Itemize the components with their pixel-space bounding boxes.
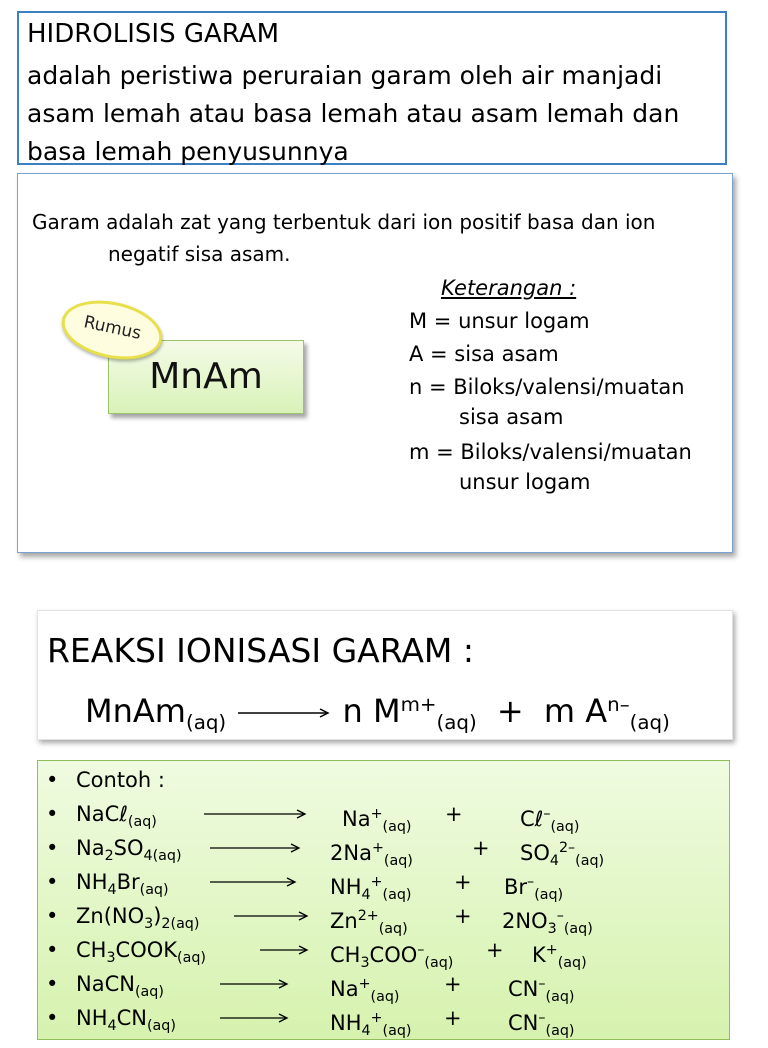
reaction-arrow-icon xyxy=(220,976,290,992)
reactant: $Na_2SO_{4(aq)}$ xyxy=(76,836,182,864)
plus-sign: + xyxy=(486,938,504,962)
reaction-arrow-icon xyxy=(234,908,310,924)
bullet: • xyxy=(46,870,59,894)
definition-line-3: basa lemah penyusunnya xyxy=(27,137,349,166)
reaction-arrow-icon xyxy=(210,840,302,856)
reactant: NaCN$_{(aq)}$ xyxy=(76,972,164,1000)
bullet: • xyxy=(46,972,59,996)
bullet: • xyxy=(46,802,59,826)
product-1: $NH_4^+_{(aq)}$ xyxy=(330,1010,412,1039)
reaction-arrow-icon xyxy=(204,806,308,822)
contoh-heading: Contoh : xyxy=(76,768,165,792)
reactant: $NH_4CN_{(aq)}$ xyxy=(76,1006,176,1034)
reaksi-p2-charge: n– xyxy=(607,693,630,716)
reactant: $CH_3COOK_{(aq)}$ xyxy=(76,938,206,966)
reaksi-lhs-state: (aq) xyxy=(185,710,227,734)
product-2: $CN^-_{(aq)}$ xyxy=(508,1010,575,1039)
garam-intro xyxy=(32,206,722,270)
bullet: • xyxy=(46,938,59,962)
plus-sign: + xyxy=(454,904,472,928)
keterangan-m-cont: unsur logam xyxy=(459,470,591,494)
product-2: Cℓ–$_{(aq)}$ xyxy=(520,806,580,835)
product-1: $Zn^{2+}_{(aq)}$ xyxy=(330,908,408,937)
product-1: $CH_3COO^-_{(aq)}$ xyxy=(330,942,454,971)
keterangan-m-upper: M = unsur logam xyxy=(409,309,590,333)
reaksi-box xyxy=(37,610,733,740)
plus-sign: + xyxy=(472,836,490,860)
keterangan-n: n = Biloks/valensi/muatan xyxy=(409,375,685,399)
plus-sign: + xyxy=(444,972,462,996)
product-2: $CN^-_{(aq)}$ xyxy=(508,976,575,1005)
reaksi-p2-state: (aq) xyxy=(629,710,670,734)
plus-sign: + xyxy=(445,802,463,826)
garam-intro-line-1: Garam adalah zat yang terbentuk dari ion positif basa dan ion xyxy=(32,210,656,234)
bullet: • xyxy=(46,768,59,792)
product-1: $Na^+_{(aq)}$ xyxy=(342,806,412,835)
reaksi-p1-state: (aq) xyxy=(436,710,477,734)
product-2: $SO_4^{2-}_{(aq)}$ xyxy=(520,840,605,869)
keterangan-n-cont: sisa asam xyxy=(459,405,564,429)
garam-intro-line-2: negatif sisa asam. xyxy=(108,242,291,266)
reaksi-lhs: MnAm xyxy=(85,691,186,730)
reactant: $NH_4Br_{(aq)}$ xyxy=(76,870,169,898)
product-2: $K^+_{(aq)}$ xyxy=(532,942,587,971)
reaksi-title: REAKSI IONISASI GARAM : xyxy=(47,631,474,670)
bullet: • xyxy=(46,1006,59,1030)
reaksi-p1-charge: m+ xyxy=(400,693,437,716)
rumus-badge: Rumus xyxy=(56,292,167,368)
reaksi-equation xyxy=(85,683,670,745)
reaction-arrow-icon xyxy=(260,942,310,958)
product-1: $NH_4^+_{(aq)}$ xyxy=(330,874,412,903)
product-2: $2NO_3^-_{(aq)}$ xyxy=(502,908,593,937)
product-1: $Na^+_{(aq)}$ xyxy=(330,976,400,1005)
product-2: $Br^-_{(aq)}$ xyxy=(504,874,564,903)
keterangan-m-lower: m = Biloks/valensi/muatan xyxy=(409,440,692,464)
bullet: • xyxy=(46,904,59,928)
reactant: NaCℓ$_{(aq)}$ xyxy=(76,802,157,830)
definition-title: HIDROLISIS GARAM xyxy=(27,19,280,49)
bullet: • xyxy=(46,836,59,860)
definition-line-1: adalah peristiwa peruraian garam oleh air manjadi xyxy=(27,61,663,90)
definition-line-2: asam lemah atau basa lemah atau asam lemah dan xyxy=(27,99,680,128)
reactant: $Zn(NO_3)_{2(aq)}$ xyxy=(76,904,200,932)
reaksi-plus: + xyxy=(496,691,524,730)
definition-box xyxy=(17,11,727,165)
keterangan xyxy=(409,272,729,495)
garam-box xyxy=(17,173,733,553)
product-1: $2Na^+_{(aq)}$ xyxy=(330,840,413,869)
reaksi-p2: m A xyxy=(543,691,608,730)
keterangan-a: A = sisa asam xyxy=(409,342,559,366)
contoh-box xyxy=(37,760,730,1040)
reaction-arrow-icon xyxy=(210,874,298,890)
reaction-arrow-icon xyxy=(236,705,332,721)
plus-sign: + xyxy=(444,1006,462,1030)
keterangan-heading: Keterangan : xyxy=(441,276,577,300)
plus-sign: + xyxy=(454,870,472,894)
reaksi-p1: n M xyxy=(342,691,401,730)
formula-box: MnAm xyxy=(108,340,304,414)
